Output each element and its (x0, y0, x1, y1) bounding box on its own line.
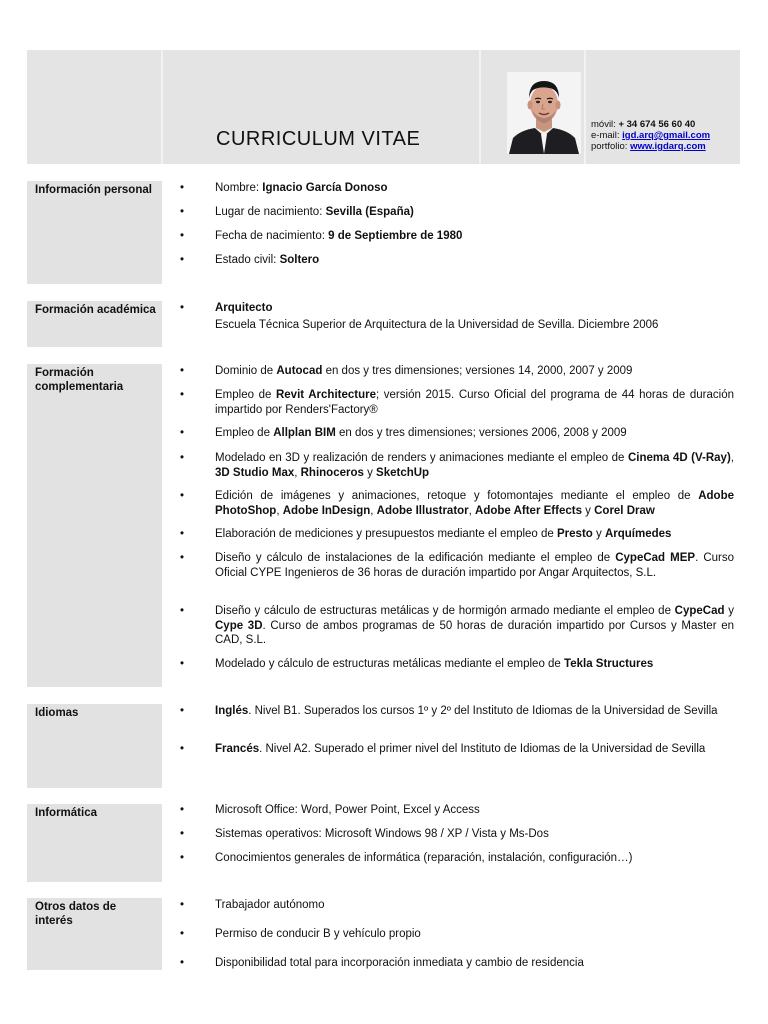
page-title: CURRICULUM VITAE (216, 128, 421, 150)
bullet-icon: • (180, 302, 185, 314)
bullet-icon: • (180, 899, 185, 911)
email-label: e-mail: (591, 130, 623, 141)
bullet-icon: • (180, 254, 185, 266)
person-photo-icon (507, 72, 581, 154)
mobile-value: + 34 674 56 60 40 (618, 119, 696, 130)
section-label-informatica: Informática (27, 804, 162, 882)
list-item: • Diseño y cálculo de instalaciones de la edificación mediante el empleo de CypeCad MEP. Curso Oficial CYPE Ingenieros de 36 horas de duración impartido por Angar Arquitectos, S.L. (180, 552, 734, 579)
list-item: • Modelado en 3D y realización de renders y animaciones mediante el empleo de Cinema 4D (V-Ray), 3D Studio Max, Rhinoceros y SketchUp (180, 452, 734, 479)
bullet-icon: • (180, 230, 185, 242)
header-divider (479, 50, 481, 164)
bullet-icon: • (180, 389, 185, 401)
list-item: • Modelado y cálculo de estructuras metálicas mediante el empleo de Tekla Structures (180, 658, 654, 670)
bullet-icon: • (180, 206, 185, 218)
section-label-idiomas: Idiomas (27, 704, 162, 788)
list-item: • Inglés. Nivel B1. Superados los cursos 1º y 2º del Instituto de Idiomas de la Universidad de Sevilla (180, 705, 718, 717)
portfolio-line (591, 141, 710, 152)
list-item: • Trabajador autónomo (180, 899, 325, 911)
portfolio-link[interactable]: www.igdarq.com (630, 141, 706, 152)
list-item: • Edición de imágenes y animaciones, retoque y fotomontajes mediante el empleo de Adobe PhotoShop, Adobe InDesign, Adobe Illustrator, Adobe After Effects y Corel Draw (180, 490, 734, 517)
bullet-icon: • (180, 427, 185, 439)
list-item: • Conocimientos generales de informática (reparación, instalación, configuración…) (180, 852, 633, 864)
list-item: • Sistemas operativos: Microsoft Windows 98 / XP / Vista y Ms-Dos (180, 828, 549, 840)
list-item: • Diseño y cálculo de estructuras metálicas y de hormigón armado mediante el empleo de CypeCad y Cype 3D. Curso de ambos programas de 50 horas de duración impartido por Cursos y Master en CAD, S.L. (180, 605, 734, 646)
list-item: • Elaboración de mediciones y presupuestos mediante el empleo de Presto y Arquímedes (180, 528, 672, 540)
list-item: • Lugar de nacimiento: Sevilla (España) (180, 206, 414, 218)
bullet-icon: • (180, 804, 185, 816)
bullet-icon: • (180, 928, 185, 940)
bullet-icon: • (180, 828, 185, 840)
profile-photo (507, 72, 581, 154)
section-label-personal: Información personal (27, 181, 162, 284)
bullet-icon: • (180, 658, 185, 670)
list-item: • Disponibilidad total para incorporación inmediata y cambio de residencia (180, 957, 584, 969)
list-item: • Arquitecto (180, 302, 273, 314)
bullet-icon: • (180, 365, 185, 377)
bullet-icon: • (180, 528, 185, 540)
list-item: • Fecha de nacimiento: 9 de Septiembre de 1980 (180, 230, 463, 242)
bullet-icon: • (180, 552, 185, 564)
section-label-complementaria: Formación complementaria (27, 364, 162, 687)
list-item: • Permiso de conducir B y vehículo propio (180, 928, 421, 940)
list-item: • Nombre: Ignacio García Donoso (180, 182, 388, 194)
bullet-icon: • (180, 490, 185, 502)
email-link[interactable]: igd.arq@gmail.com (622, 130, 711, 141)
mobile-label: móvil: (591, 119, 619, 130)
mobile-line (591, 119, 710, 130)
contact-info (591, 119, 710, 152)
list-item: • Estado civil: Soltero (180, 254, 320, 266)
academic-detail: Escuela Técnica Superior de Arquitectura de la Universidad de Sevilla. Diciembre 2006 (215, 319, 659, 331)
bullet-icon: • (180, 452, 185, 464)
bullet-icon: • (180, 852, 185, 864)
section-label-otros: Otros datos de interés (27, 898, 162, 970)
list-item: • Microsoft Office: Word, Power Point, Excel y Access (180, 804, 480, 816)
bullet-icon: • (180, 705, 185, 717)
section-label-academica: Formación académica (27, 301, 162, 347)
email-line (591, 130, 710, 141)
bullet-icon: • (180, 182, 185, 194)
list-item: • Empleo de Allplan BIM en dos y tres dimensiones; versiones 2006, 2008 y 2009 (180, 427, 627, 439)
list-item: • Empleo de Revit Architecture; versión 2015. Curso Oficial del programa de 44 horas de duración impartido por Renders'Factory® (180, 389, 734, 416)
header-divider (161, 50, 163, 164)
bullet-icon: • (180, 605, 185, 617)
portfolio-label: portfolio: (591, 141, 631, 152)
header-divider (584, 50, 586, 164)
list-item: • Dominio de Autocad en dos y tres dimensiones; versiones 14, 2000, 2007 y 2009 (180, 365, 633, 377)
list-item: • Francés. Nivel A2. Superado el primer nivel del Instituto de Idiomas de la Universidad de Sevilla (180, 743, 706, 755)
bullet-icon: • (180, 957, 185, 969)
bullet-icon: • (180, 743, 185, 755)
